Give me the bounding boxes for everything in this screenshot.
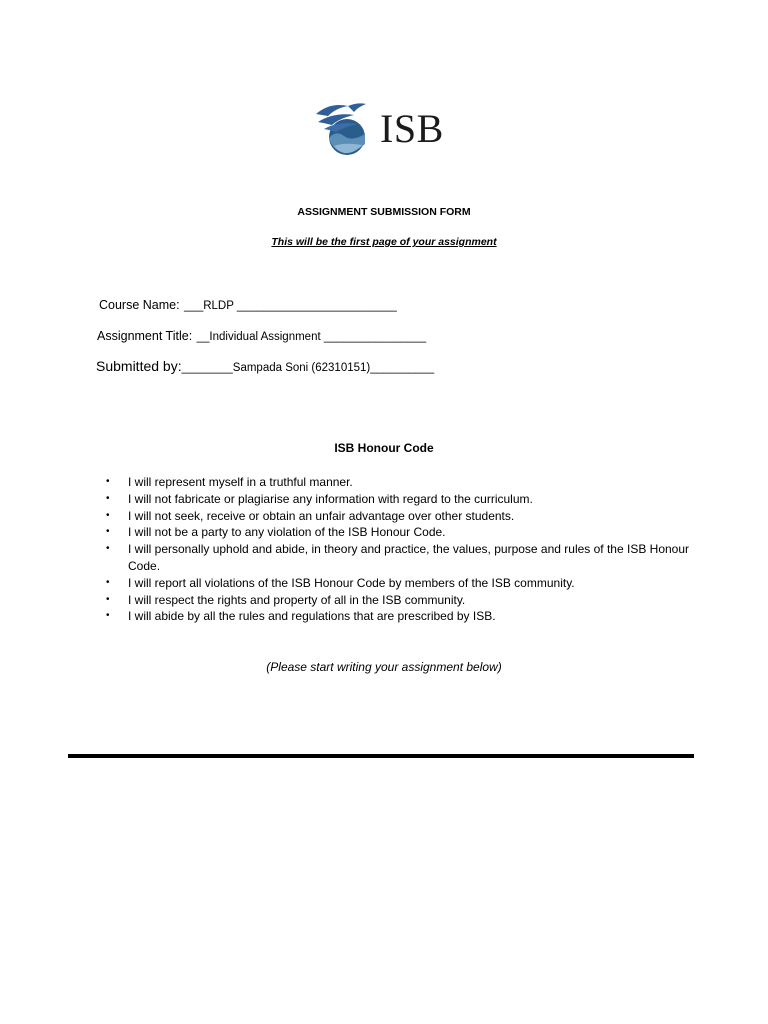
honour-code-title: ISB Honour Code — [334, 441, 434, 455]
rule-text: I will not seek, receive or obtain an unfair advantage over other students. — [128, 508, 515, 523]
rule-text: I will respect the rights and property of all in the ISB community. — [128, 592, 466, 607]
form-subtitle: This will be the first page of your assignment — [271, 236, 497, 248]
rule-text: I will represent myself in a truthful manner. — [128, 475, 353, 489]
isb-logo — [314, 100, 464, 156]
assignment-title-field — [97, 327, 426, 345]
bullet-icon: • — [106, 476, 110, 487]
list-item — [106, 541, 696, 575]
section-divider — [68, 754, 694, 758]
list-item — [106, 491, 696, 508]
rule-text: I will not fabricate or plagiarise any information with regard to the curriculum. — [128, 491, 533, 506]
isb-bird-emblem-icon — [314, 100, 376, 156]
form-title: ASSIGNMENT SUBMISSION FORM — [297, 206, 471, 218]
course-name-field — [99, 296, 397, 314]
assignment-title-value: __Individual Assignment ________________ — [196, 331, 427, 343]
list-item — [106, 608, 696, 625]
list-item — [106, 524, 696, 541]
logo-wordmark: ISB — [380, 105, 444, 151]
rule-text: I will abide by all the rules and regulations that are prescribed by ISB. — [128, 609, 496, 624]
bullet-icon: • — [106, 593, 110, 605]
rule-text: I will report all violations of the ISB Honour Code by members of the ISB community. — [128, 575, 575, 590]
list-item — [106, 592, 696, 609]
submitted-by-field — [96, 358, 434, 376]
rule-text: I will not be a party to any violation of the ISB Honour Code. — [128, 525, 446, 540]
submitted-by-value: ________Sampada Soni (62310151)__________ — [181, 362, 435, 374]
bullet-icon: • — [106, 543, 110, 555]
list-item — [106, 575, 696, 592]
course-name-value: ___RLDP _________________________ — [184, 300, 397, 312]
bullet-icon: • — [106, 610, 110, 622]
bullet-icon: • — [106, 576, 110, 588]
bullet-icon: • — [106, 526, 110, 538]
assignment-title-label: Assignment Title: — [97, 329, 193, 343]
list-item — [106, 508, 696, 525]
honour-code-list — [106, 474, 696, 625]
bullet-icon: • — [106, 509, 110, 521]
submitted-by-label: Submitted by: — [96, 358, 182, 374]
bullet-icon: • — [106, 492, 110, 504]
list-item — [106, 474, 696, 491]
course-name-label: Course Name: — [99, 298, 180, 312]
rule-text: I will personally uphold and abide, in theory and practice, the values, purpose and rules of the ISB Honour Code. — [128, 542, 690, 573]
start-writing-note: (Please start writing your assignment below) — [266, 660, 502, 674]
